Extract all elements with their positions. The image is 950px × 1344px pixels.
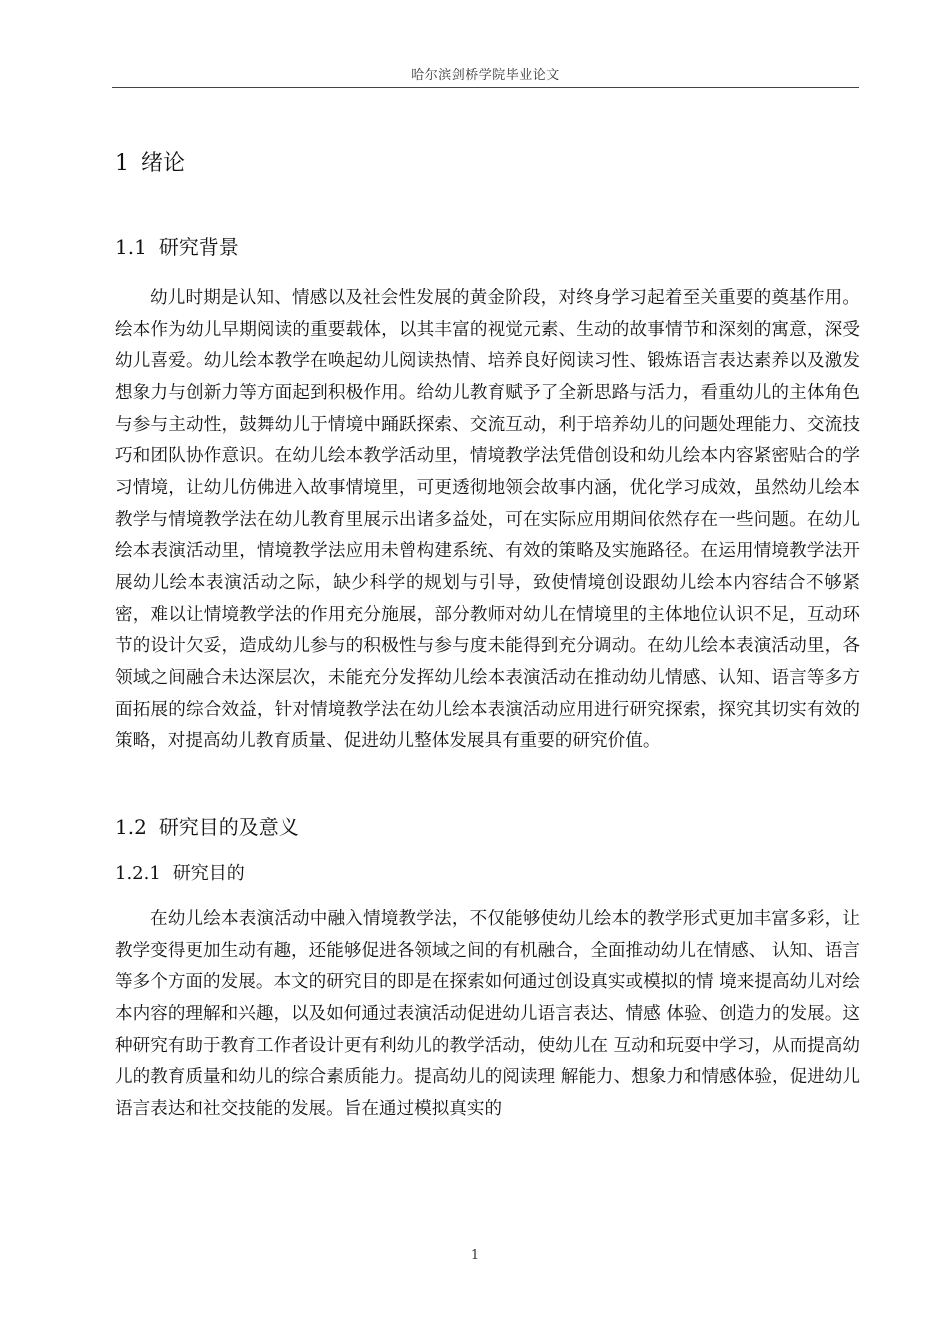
header-divider <box>112 87 859 88</box>
running-header: 哈尔滨剑桥学院毕业论文 <box>411 68 560 83</box>
subsection-number: 1.2.1 <box>115 863 161 884</box>
background-paragraph: 幼儿时期是认知、情感以及社会性发展的黄金阶段，对终身学习起着至关重要的奠基作用。绘本作为幼儿早期阅读的重要载体，以其丰富的视觉元素、生动的故事情节和深刻的寓意，深受幼儿喜爱。幼儿绘本教学在唤起幼儿阅读热情、培养良好阅读习性、锻炼语言表达素养以及激发想象力与创新力等方面起到积极作用。给幼儿教育赋予了全新思路与活力，看重幼儿的主体角色与参与主动性，鼓舞幼儿于情境中踊跃探索、交流互动，利于培养幼儿的问题处理能力、交流技巧和团队协作意识。在幼儿绘本教学活动里，情境教学法凭借创设和幼儿绘本内容紧密贴合的学习情境，让幼儿仿佛进入故事情境里，可更透彻地领会故事内涵，优化学习成效，虽然幼儿绘本教学与情境教学法在幼儿教育里展示出诸多益处，可在实际应用期间依然存在一些问题。在幼儿绘本表演活动里，情境教学法应用未曾构建系统、有效的策略及实施路径。在运用情境教学法开展幼儿绘本表演活动之际，缺少科学的规划与引导，致使情境创设跟幼儿绘本内容结合不够紧密，难以让情境教学法的作用充分施展，部分教师对幼儿在情境里的主体地位认识不足，互动环节的设计欠妥，造成幼儿参与的积极性与参与度未能得到充分调动。在幼儿绘本表演活动里，各领域之间融合未达深层次，未能充分发挥幼儿绘本表演活动在推动幼儿情感、认知、语言等多方面拓展的综合效益，针对情境教学法在幼儿绘本表演活动应用进行研究探索，探究其切实有效的策略，对提高幼儿教育质量、促进幼儿整体发展具有重要的研究价值。 <box>115 288 860 752</box>
subsection-title: 研究目的 <box>172 863 245 884</box>
section-title: 研究目的及意义 <box>158 815 299 839</box>
chapter-heading <box>115 148 185 180</box>
chapter-number: 1 <box>115 151 129 176</box>
section-heading-1-2 <box>115 812 299 842</box>
section-number: 1.2 <box>115 815 147 839</box>
section-heading-1-1 <box>115 232 239 262</box>
page-number: 1 <box>470 1248 480 1263</box>
subsection-heading-1-2-1 <box>115 860 245 888</box>
chapter-title: 绪论 <box>141 151 186 176</box>
section-number: 1.1 <box>115 235 147 259</box>
section-title: 研究背景 <box>158 235 239 259</box>
purpose-paragraph: 在幼儿绘本表演活动中融入情境教学法，不仅能够使幼儿绘本的教学形式更加丰富多彩，让教学变得更加生动有趣，还能够促进各领域之间的有机融合，全面推动幼儿在情感、 认知、语言等多个方面的发展。本文的研究目的即是在探索如何通过创设真实或模拟的情 境来提高幼儿对绘本内容的理解和兴趣，以及如何通过表演活动促进幼儿语言表达、情感 体验、创造力的发展。这种研究有助于教育工作者设计更有利幼儿的教学活动，使幼儿在 互动和玩耍中学习，从而提高幼儿的教育质量和幼儿的综合素质能力。提高幼儿的阅读理 解能力、想象力和情感体验，促进幼儿语言表达和社交技能的发展。旨在通过模拟真实的 <box>115 909 860 1119</box>
